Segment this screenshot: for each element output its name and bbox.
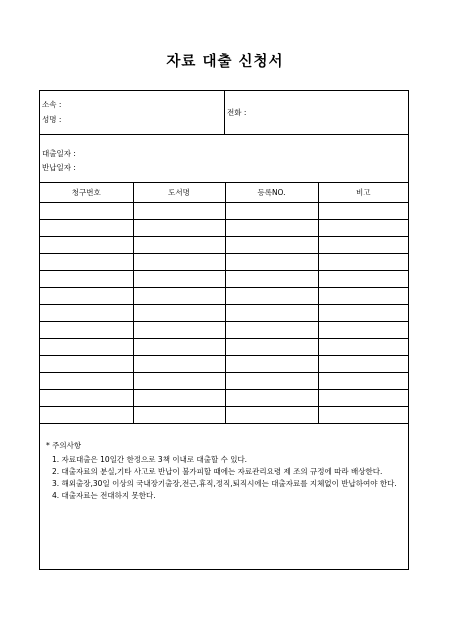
table-cell[interactable] [318, 339, 408, 356]
table-cell[interactable] [40, 373, 133, 390]
table-cell[interactable] [225, 305, 318, 322]
table-cell[interactable] [318, 254, 408, 271]
table-cell[interactable] [225, 339, 318, 356]
table-cell[interactable] [225, 390, 318, 407]
loan-request-form [39, 90, 409, 570]
table-cell[interactable] [225, 203, 318, 220]
table-cell[interactable] [40, 305, 133, 322]
table-cell[interactable] [133, 288, 225, 305]
table-cell[interactable] [40, 407, 133, 424]
table-row [40, 407, 408, 424]
table-cell[interactable] [40, 322, 133, 339]
table-cell[interactable] [133, 339, 225, 356]
name-label: 성명 : [42, 115, 62, 124]
table-row [40, 373, 408, 390]
table-cell[interactable] [40, 356, 133, 373]
table-cell[interactable] [40, 271, 133, 288]
applicant-section [40, 91, 408, 135]
table-cell[interactable] [318, 390, 408, 407]
table-cell[interactable] [133, 356, 225, 373]
table-row [40, 390, 408, 407]
table-row [40, 271, 408, 288]
table-cell[interactable] [318, 203, 408, 220]
table-cell[interactable] [318, 305, 408, 322]
table-cell[interactable] [225, 220, 318, 237]
table-cell[interactable] [40, 203, 133, 220]
table-cell[interactable] [225, 237, 318, 254]
phone-label: 전화 : [227, 108, 247, 117]
table-cell[interactable] [133, 254, 225, 271]
table-cell[interactable] [318, 407, 408, 424]
table-cell[interactable] [40, 288, 133, 305]
table-cell[interactable] [225, 356, 318, 373]
table-row [40, 305, 408, 322]
form-title: 자료 대출 신청서 [166, 53, 284, 70]
table-cell[interactable] [225, 407, 318, 424]
table-cell[interactable] [318, 271, 408, 288]
loan-date-label: 대출일자 : [42, 149, 76, 158]
book-list-table [40, 183, 408, 424]
header-remarks: 비고 [318, 183, 408, 203]
note-item: 1. 자료대출은 10일간 한정으로 3책 이내로 대출할 수 있다. [52, 455, 248, 464]
dates-section [40, 135, 408, 183]
table-cell[interactable] [225, 254, 318, 271]
table-cell[interactable] [133, 237, 225, 254]
section-divider [224, 91, 225, 135]
table-cell[interactable] [133, 407, 225, 424]
table-row [40, 254, 408, 271]
note-item: 3. 해외출장,30일 이상의 국내장기출장,전근,휴직,정직,퇴직시에는 대출자료를 지체없이 반납하여야 한다. [52, 479, 397, 488]
table-cell[interactable] [318, 373, 408, 390]
table-cell[interactable] [40, 339, 133, 356]
table-cell[interactable] [133, 373, 225, 390]
table-cell[interactable] [40, 220, 133, 237]
notes-list [46, 454, 400, 502]
note-item: 2. 대출자료의 분실,기타 사고로 반납이 불가피할 때에는 자료관리요령 제 조의 규정에 따라 배상한다. [52, 467, 383, 476]
return-date-label: 반납일자 : [42, 163, 76, 172]
table-cell[interactable] [40, 237, 133, 254]
table-cell[interactable] [318, 220, 408, 237]
table-row [40, 288, 408, 305]
table-cell[interactable] [133, 322, 225, 339]
header-book-title: 도서명 [133, 183, 225, 203]
table-cell[interactable] [133, 390, 225, 407]
table-row [40, 322, 408, 339]
table-header-row [40, 183, 408, 203]
affiliation-label: 소속 : [42, 100, 62, 109]
table-cell[interactable] [225, 373, 318, 390]
header-registration-no: 등록NO. [225, 183, 318, 203]
table-row [40, 203, 408, 220]
table-cell[interactable] [40, 254, 133, 271]
table-cell[interactable] [318, 237, 408, 254]
header-call-number: 청구번호 [40, 183, 133, 203]
table-cell[interactable] [133, 271, 225, 288]
table-cell[interactable] [318, 356, 408, 373]
table-row [40, 220, 408, 237]
table-row [40, 356, 408, 373]
table-cell[interactable] [225, 288, 318, 305]
table-row [40, 339, 408, 356]
table-cell[interactable] [225, 271, 318, 288]
table-cell[interactable] [133, 203, 225, 220]
table-cell[interactable] [40, 390, 133, 407]
table-cell[interactable] [133, 220, 225, 237]
notes-section [40, 427, 408, 502]
table-cell[interactable] [225, 322, 318, 339]
table-cell[interactable] [318, 322, 408, 339]
note-item: 4. 대출자료는 전대하지 못한다. [52, 491, 156, 500]
table-cell[interactable] [133, 305, 225, 322]
notes-heading: * 주의사항 [46, 441, 82, 450]
table-row [40, 237, 408, 254]
table-cell[interactable] [318, 288, 408, 305]
